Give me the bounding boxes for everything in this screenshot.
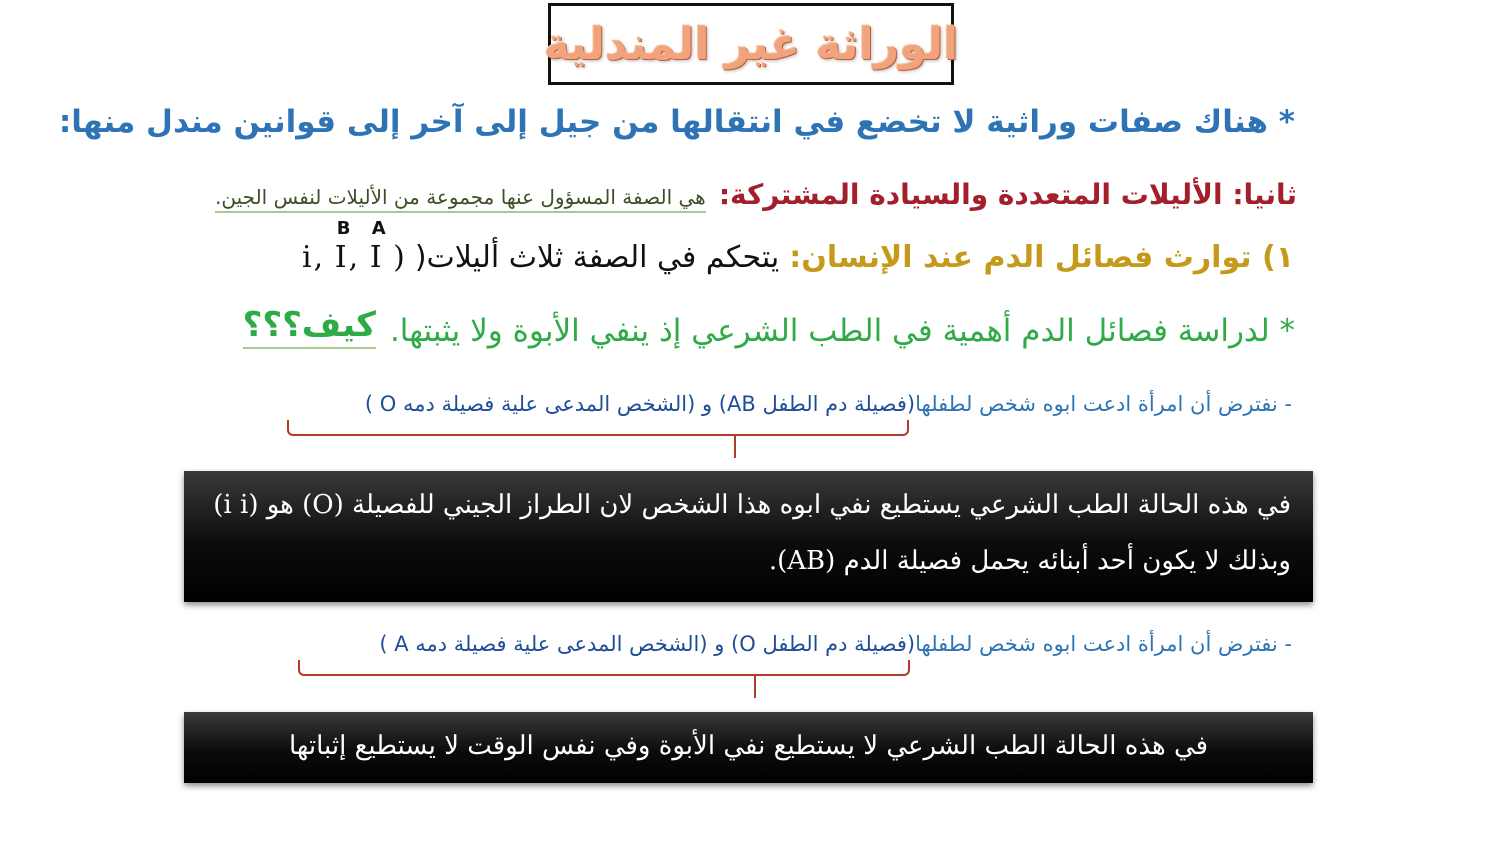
- case2-result-box: [184, 712, 1313, 783]
- case2-result-line1: في هذه الحالة الطب الشرعي لا يستطيع نفي الأبوة وفي نفس الوقت لا يستطيع إثباتها: [288, 731, 1209, 761]
- case1-result-box: [184, 471, 1313, 602]
- importance-row: [243, 305, 1295, 349]
- case2-paren-text: (فصيلة دم الطفل O) و (الشخص المدعى علية فصيلة دمه A ): [379, 632, 916, 656]
- blood-group-row: [300, 218, 1294, 275]
- case1-result-line1: في هذه الحالة الطب الشرعي يستطيع نفي ابوه هذا الشخص لان الطراز الجيني للفصيلة (O) هو (i i): [213, 490, 1291, 520]
- case1-brace-tip: [734, 436, 736, 458]
- case1-assumption: [365, 392, 1292, 416]
- intro-text: * هناك صفات وراثية لا تخضع في انتقالها من جيل إلى آخر إلى قوانين مندل منها:: [58, 104, 1295, 140]
- case2-brace: [298, 660, 910, 676]
- allele-list: [300, 218, 405, 275]
- case2-brace-tip: [754, 676, 756, 698]
- allele-ib-sup: B: [336, 218, 351, 239]
- section-heading-row: [215, 178, 1297, 211]
- case1-result-line2: وبذلك لا يكون أحد أبنائه يحمل فصيلة الدم (AB).: [768, 546, 1291, 576]
- allele-close: ): [393, 240, 405, 275]
- case1-assumption-text: - نفترض أن امرأة ادعت ابوه شخص لطفلها: [915, 392, 1292, 416]
- allele-i: i: [302, 240, 312, 275]
- allele-separator: ,: [313, 240, 324, 275]
- blood-group-heading: ١) توارث فصائل الدم عند الإنسان:: [789, 240, 1294, 275]
- allele-separator: ,: [348, 240, 359, 275]
- case1-paren-text: (فصيلة دم الطفل AB) و (الشخص المدعى علية فصيلة دمه O ): [364, 392, 916, 416]
- allele-ia: A I: [369, 218, 386, 275]
- case2-assumption-text: - نفترض أن امرأة ادعت ابوه شخص لطفلها: [915, 632, 1292, 656]
- allele-ib: B I: [334, 218, 351, 275]
- case2-assumption: [379, 632, 1292, 656]
- blood-group-body: يتحكم في الصفة ثلاث أليلات(: [414, 240, 780, 275]
- page-title: الوراثة غير المندلية: [548, 3, 954, 85]
- section-definition: هي الصفة المسؤول عنها مجموعة من الأليلات لنفس الجين.: [215, 185, 706, 213]
- case1-brace: [287, 420, 909, 436]
- importance-text: * لدراسة فصائل الدم أهمية في الطب الشرعي إذ ينفي الأبوة ولا يثبتها.: [389, 313, 1295, 349]
- section-heading: ثانيا: الأليلات المتعددة والسيادة المشتركة:: [718, 178, 1297, 211]
- allele-ia-sup: A: [371, 218, 386, 239]
- how-question: كيف؟؟؟: [243, 305, 376, 349]
